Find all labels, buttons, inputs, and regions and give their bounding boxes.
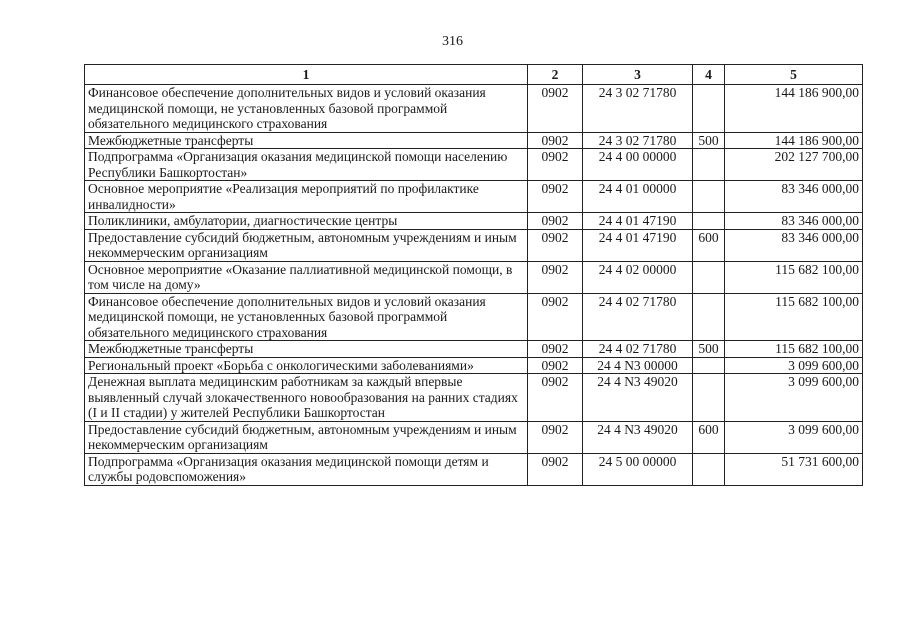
table-row: [85, 85, 863, 133]
table-row: [85, 357, 863, 374]
row-type: [693, 85, 725, 133]
table-row: [85, 453, 863, 485]
table-row: [85, 149, 863, 181]
row-name: Предоставление субсидий бюджетным, автономным учреждениям и иным некоммерческим организациям: [85, 229, 528, 261]
row-type: 500: [693, 132, 725, 149]
row-amount: 3 099 600,00: [725, 357, 863, 374]
row-amount: 202 127 700,00: [725, 149, 863, 181]
row-amount: 115 682 100,00: [725, 293, 863, 341]
row-name: Предоставление субсидий бюджетным, автономным учреждениям и иным некоммерческим организациям: [85, 421, 528, 453]
row-target: 24 4 01 47190: [583, 229, 693, 261]
row-section: 0902: [528, 421, 583, 453]
row-section: 0902: [528, 357, 583, 374]
budget-table: [84, 64, 863, 486]
table-row: [85, 341, 863, 358]
row-type: [693, 213, 725, 230]
table-row: [85, 229, 863, 261]
header-col-1: 1: [85, 65, 528, 85]
row-target: 24 4 02 00000: [583, 261, 693, 293]
table-row: [85, 293, 863, 341]
row-target: 24 5 00 00000: [583, 453, 693, 485]
row-section: 0902: [528, 341, 583, 358]
table-row: [85, 213, 863, 230]
row-section: 0902: [528, 213, 583, 230]
row-target: 24 4 01 47190: [583, 213, 693, 230]
row-type: [693, 453, 725, 485]
row-name: Финансовое обеспечение дополнительных видов и условий оказания медицинской помощи, не установленных базовой программой обязательного медицинского страхования: [85, 293, 528, 341]
row-section: 0902: [528, 229, 583, 261]
row-amount: 115 682 100,00: [725, 261, 863, 293]
row-section: 0902: [528, 85, 583, 133]
row-amount: 115 682 100,00: [725, 341, 863, 358]
table-row: [85, 374, 863, 422]
row-name: Денежная выплата медицинским работникам за каждый впервые выявленный случай злокачественного новообразования на ранних стадиях (I и II стадии) у жителей Республики Башкортостан: [85, 374, 528, 422]
row-name: Финансовое обеспечение дополнительных видов и условий оказания медицинской помощи, не установленных базовой программой обязательного медицинского страхования: [85, 85, 528, 133]
row-name: Межбюджетные трансферты: [85, 341, 528, 358]
row-amount: 83 346 000,00: [725, 229, 863, 261]
row-section: 0902: [528, 453, 583, 485]
row-amount: 3 099 600,00: [725, 421, 863, 453]
header-col-4: 4: [693, 65, 725, 85]
row-type: 600: [693, 421, 725, 453]
table-row: [85, 181, 863, 213]
row-name: Подпрограмма «Организация оказания медицинской помощи населению Республики Башкортостан»: [85, 149, 528, 181]
header-col-3: 3: [583, 65, 693, 85]
table-row: [85, 421, 863, 453]
row-target: 24 4 02 71780: [583, 293, 693, 341]
row-section: 0902: [528, 149, 583, 181]
row-section: 0902: [528, 132, 583, 149]
table-row: [85, 132, 863, 149]
row-type: [693, 181, 725, 213]
row-amount: 3 099 600,00: [725, 374, 863, 422]
header-row: [85, 65, 863, 85]
row-type: [693, 374, 725, 422]
row-type: [693, 293, 725, 341]
row-amount: 144 186 900,00: [725, 132, 863, 149]
row-target: 24 4 N3 00000: [583, 357, 693, 374]
row-target: 24 3 02 71780: [583, 132, 693, 149]
row-amount: 144 186 900,00: [725, 85, 863, 133]
table-row: [85, 261, 863, 293]
page-number: 316: [442, 34, 463, 49]
row-section: 0902: [528, 374, 583, 422]
row-amount: 83 346 000,00: [725, 213, 863, 230]
row-target: 24 4 01 00000: [583, 181, 693, 213]
row-name: Основное мероприятие «Реализация мероприятий по профилактике инвалидности»: [85, 181, 528, 213]
row-name: Поликлиники, амбулатории, диагностические центры: [85, 213, 528, 230]
row-amount: 51 731 600,00: [725, 453, 863, 485]
row-name: Основное мероприятие «Оказание паллиативной медицинской помощи, в том числе на дому»: [85, 261, 528, 293]
row-name: Межбюджетные трансферты: [85, 132, 528, 149]
row-name: Подпрограмма «Организация оказания медицинской помощи детям и службы родовспоможения»: [85, 453, 528, 485]
row-target: 24 4 00 00000: [583, 149, 693, 181]
row-type: [693, 357, 725, 374]
header-col-2: 2: [528, 65, 583, 85]
row-section: 0902: [528, 261, 583, 293]
row-type: [693, 149, 725, 181]
row-section: 0902: [528, 293, 583, 341]
row-name: Региональный проект «Борьба с онкологическими заболеваниями»: [85, 357, 528, 374]
row-amount: 83 346 000,00: [725, 181, 863, 213]
header-col-5: 5: [725, 65, 863, 85]
row-section: 0902: [528, 181, 583, 213]
row-target: 24 4 02 71780: [583, 341, 693, 358]
row-target: 24 4 N3 49020: [583, 374, 693, 422]
row-target: 24 3 02 71780: [583, 85, 693, 133]
row-target: 24 4 N3 49020: [583, 421, 693, 453]
row-type: 500: [693, 341, 725, 358]
row-type: 600: [693, 229, 725, 261]
row-type: [693, 261, 725, 293]
